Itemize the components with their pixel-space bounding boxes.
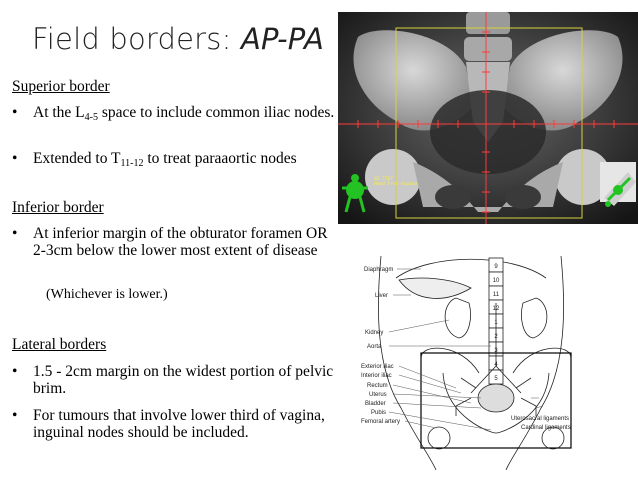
superior-bullet-2-post: to treat paraaortic nodes: [143, 150, 297, 167]
label-femoral-artery: Femoral artery: [361, 419, 401, 425]
bullet-dot: •: [12, 225, 18, 242]
title-italic: AP-PA: [241, 22, 325, 56]
label-uterosacral: Uterosacral ligaments: [511, 416, 570, 422]
slide-title: [32, 22, 324, 56]
lateral-bullet-2: [12, 407, 342, 441]
title-main: Field borders:: [32, 22, 241, 56]
lateral-bullet-1: [12, 363, 342, 397]
lateral-borders-heading: Lateral borders: [12, 336, 107, 353]
inferior-note: (Whichever is lower.): [46, 287, 168, 302]
label-aorta: Aorta: [367, 344, 382, 350]
superior-bullet-2: [12, 150, 342, 172]
vertebra-label: 5: [494, 376, 498, 382]
label-liver: Liver: [375, 293, 389, 299]
lateral-bullet-1-text: 1.5 - 2cm margin on the widest portion of pelvic brim.: [33, 363, 334, 397]
label-exterior-iliac: Exterior iliac: [361, 364, 394, 370]
lateral-bullet-2-text: For tumours that involve lower third of vagina, inguinal nodes should be included.: [33, 407, 325, 441]
label-diaphragm: Diaphragm: [364, 267, 394, 273]
xray-drawing: [338, 12, 638, 224]
superior-border-heading: Superior border: [12, 78, 110, 95]
vertebra-label: 9: [494, 264, 498, 270]
pelvis-xray-image: [338, 12, 638, 224]
xray-caption: XX 7267 Head Frst-Supine: [374, 177, 418, 187]
label-kidney: Kidney: [365, 330, 384, 336]
superior-bullet-1: [12, 104, 337, 126]
bullet-dot: •: [12, 407, 18, 424]
superior-bullet-1-pre: At the L: [33, 104, 85, 121]
vertebra-label: 1: [494, 320, 498, 326]
label-pubis: Pubis: [371, 410, 387, 416]
label-interior-iliac: Interior iliac: [361, 373, 392, 379]
anatomy-labels: [361, 267, 571, 431]
superior-bullet-2-pre: Extended to T: [33, 150, 121, 167]
vertebra-label: 12: [492, 306, 500, 312]
anatomy-drawing: [361, 248, 583, 470]
bullet-dot: •: [12, 363, 18, 380]
inferior-bullet-1-text: At inferior margin of the obturator foramen OR 2-3cm below the lower most extent of disease: [33, 225, 328, 259]
inferior-bullet-1: [12, 225, 342, 259]
label-uterus: Uterus: [369, 392, 387, 398]
vertebra-label: 3: [494, 348, 498, 354]
label-bladder: Bladder: [365, 401, 386, 407]
gantry-icon: [600, 162, 636, 207]
bullet-dot: •: [12, 150, 18, 167]
vertebra-label: 2: [494, 334, 498, 340]
superior-bullet-1-post: space to include common iliac nodes.: [98, 104, 335, 121]
anatomy-diagram: [361, 248, 583, 470]
vertebra-label: 4: [494, 362, 498, 368]
superior-bullet-2-sub: 11-12: [120, 158, 144, 169]
inferior-border-heading: Inferior border: [12, 199, 104, 216]
superior-bullet-1-sub: 4-5: [84, 112, 98, 123]
bullet-dot: •: [12, 104, 18, 121]
label-rectum: Rectum: [367, 383, 388, 389]
label-cardinal: Cardinal ligaments: [521, 425, 571, 431]
vertebra-label: 11: [492, 292, 500, 298]
vertebra-label: 10: [492, 278, 500, 284]
